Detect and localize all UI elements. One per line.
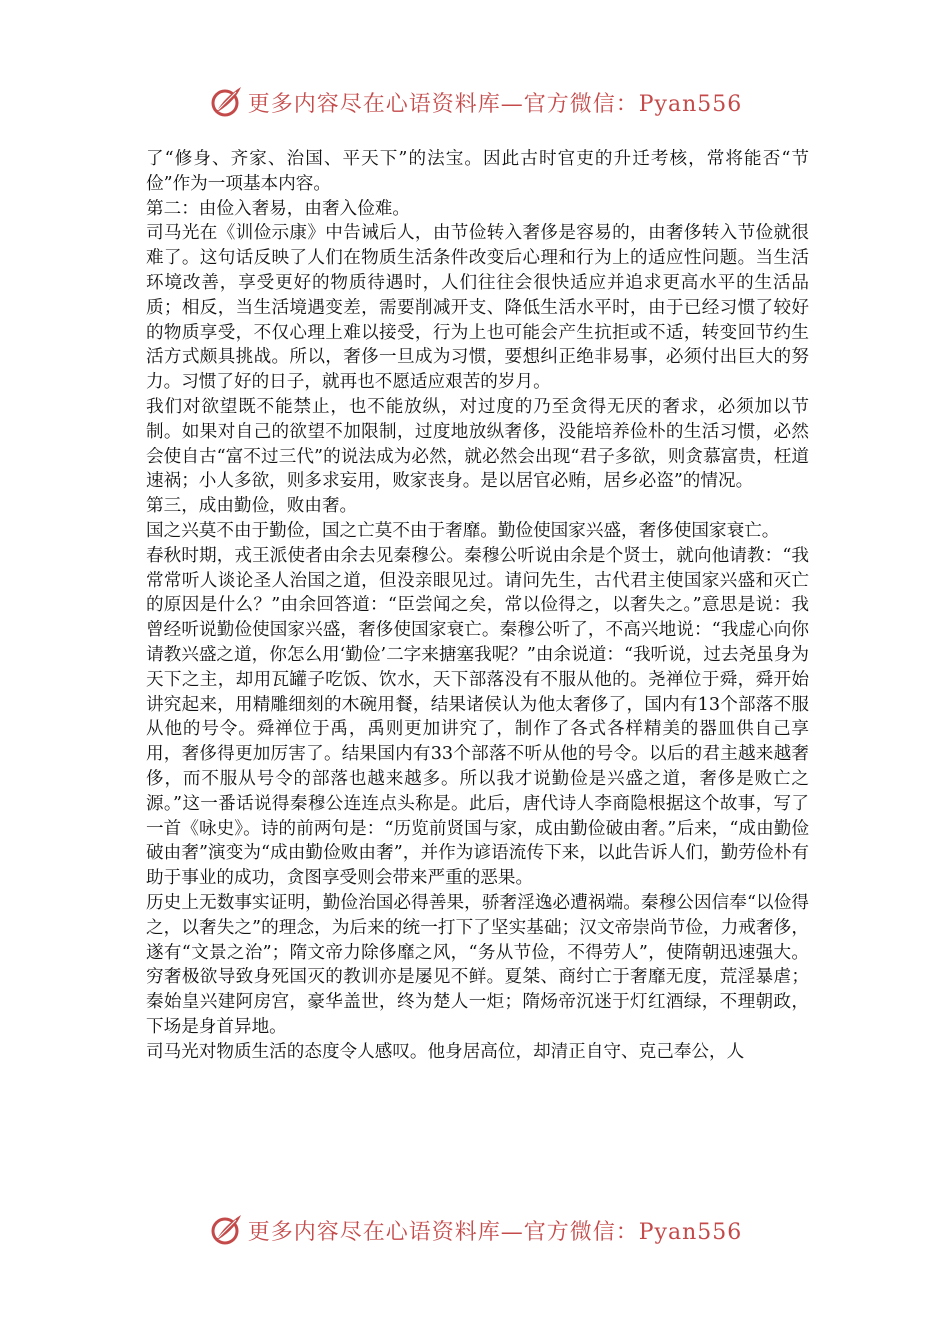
document-body bbox=[146, 147, 809, 1064]
paragraph: 司马光在《训俭示康》中告诫后人，由节俭转入奢侈是容易的，由奢侈转入节俭就很难了。这句话反映了人们在物质生活条件改变后心理和行为上的适应性问题。当生活环境改善，享受更好的物质待遇时，人们往往会很快适应并追求更高水平的生活品质；相反，当生活境遇变差，需要削减开支、降低生活水平时，由于已经习惯了较好的物质享受，不仅心理上难以接受，行为上也可能会产生抗拒或不适，转变回节约生活方式颇具挑战。所以，奢侈一旦成为习惯，要想纠正绝非易事，必须付出巨大的努力。习惯了好的日子，就再也不愿适应艰苦的岁月。 bbox=[146, 223, 809, 393]
section-heading: 第三，成由勤俭，败由奢。 bbox=[146, 496, 358, 517]
paragraph: 历史上无数事实证明，勤俭治国必得善果，骄奢淫逸必遭祸端。秦穆公因信奉“以俭得之，以奢失之”的理念，为后来的统一打下了坚实基础；汉文帝崇尚节俭，力戒奢侈，遂有“文景之治”；隋文帝力除侈靡之风，“务从节俭，不得劳人”，使隋朝迅速强大。穷奢极欲导致身死国灭的教训亦是屡见不鲜。夏桀、商纣亡于奢靡无度，荒淫暴虐；秦始皇兴建阿房宫，豪华盖世，终为楚人一炬；隋炀帝沉迷于灯红酒绿，不理朝政，下场是身首异地。 bbox=[146, 892, 809, 1037]
footer-banner bbox=[0, 1210, 950, 1250]
paragraph: 司马光对物质生活的态度令人感叹。他身居高位，却清正自守、克己奉公，人 bbox=[146, 1041, 745, 1062]
paragraph: 春秋时期，戎王派使者由余去见秦穆公。秦穆公听说由余是个贤士，就向他请教：“我常常听人谈论圣人治国之道，但没亲眼见过。请问先生，古代君主使国家兴盛和灭亡的原因是什么？”由余回答道：“臣尝闻之矣，常以俭得之，以奢失之。”意思是说：我曾经听说勤俭使国家兴盛，奢侈使国家衰亡。秦穆公听了，不高兴地说：“我虚心向你请教兴盛之道，你怎么用‘勤俭’二字来搪塞我呢？”由余说道：“我听说，过去尧虽身为天下之主，却用瓦罐子吃饭、饮水，天下部落没有不服从他的。尧禅位于舜，舜开始讲究起来，用精雕细刻的木碗用餐，结果诸侯认为他太奢侈了，国内有13个部落不服从他的号令。舜禅位于禹，禹则更加讲究了，制作了各式各样精美的器皿供自己享用，奢侈得更加厉害了。结果国内有33个部落不听从他的号令。以后的君主越来越奢侈，而不服从号令的部落也越来越多。所以我才说勤俭是兴盛之道，奢侈是败亡之源。”这一番话说得秦穆公连连点头称是。此后，唐代诗人李商隐根据这个故事，写了一首《咏史》。诗的前两句是：“历览前贤国与家，成由勤俭破由奢。”后来，“成由勤俭破由奢”演变为“成由勤俭败由奢”，并作为谚语流传下来，以此告诉人们，勤劳俭朴有助于事业的成功，贪图享受则会带来严重的恶果。 bbox=[146, 545, 809, 889]
footer-banner-text: 更多内容尽在心语资料库—官方微信：Pyan556 bbox=[247, 1219, 743, 1245]
feather-pen-logo-icon bbox=[208, 1212, 244, 1248]
paragraph: 了“修身、齐家、治国、平天下”的法宝。因此古时官吏的升迁考核，常将能否“节俭”作为一项基本内容。 bbox=[146, 149, 809, 194]
header-banner bbox=[0, 82, 950, 122]
paragraph: 国之兴莫不由于勤俭，国之亡莫不由于奢靡。勤俭使国家兴盛，奢侈使国家衰亡。 bbox=[146, 520, 780, 541]
paragraph: 我们对欲望既不能禁止，也不能放纵，对过度的乃至贪得无厌的奢求，必须加以节制。如果对自己的欲望不加限制，过度地放纵奢侈，没能培养俭朴的生活习惯，必然会使自古“富不过三代”的说法成为必然，就必然会出现“君子多欲，则贪慕富贵，枉道速祸；小人多欲，则多求妄用，败家丧身。是以居官必贿，居乡必盗”的情况。 bbox=[146, 396, 809, 492]
header-banner-text: 更多内容尽在心语资料库—官方微信：Pyan556 bbox=[247, 91, 743, 117]
feather-pen-logo-icon bbox=[208, 84, 244, 120]
section-heading: 第二：由俭入奢易，由奢入俭难。 bbox=[146, 198, 410, 219]
